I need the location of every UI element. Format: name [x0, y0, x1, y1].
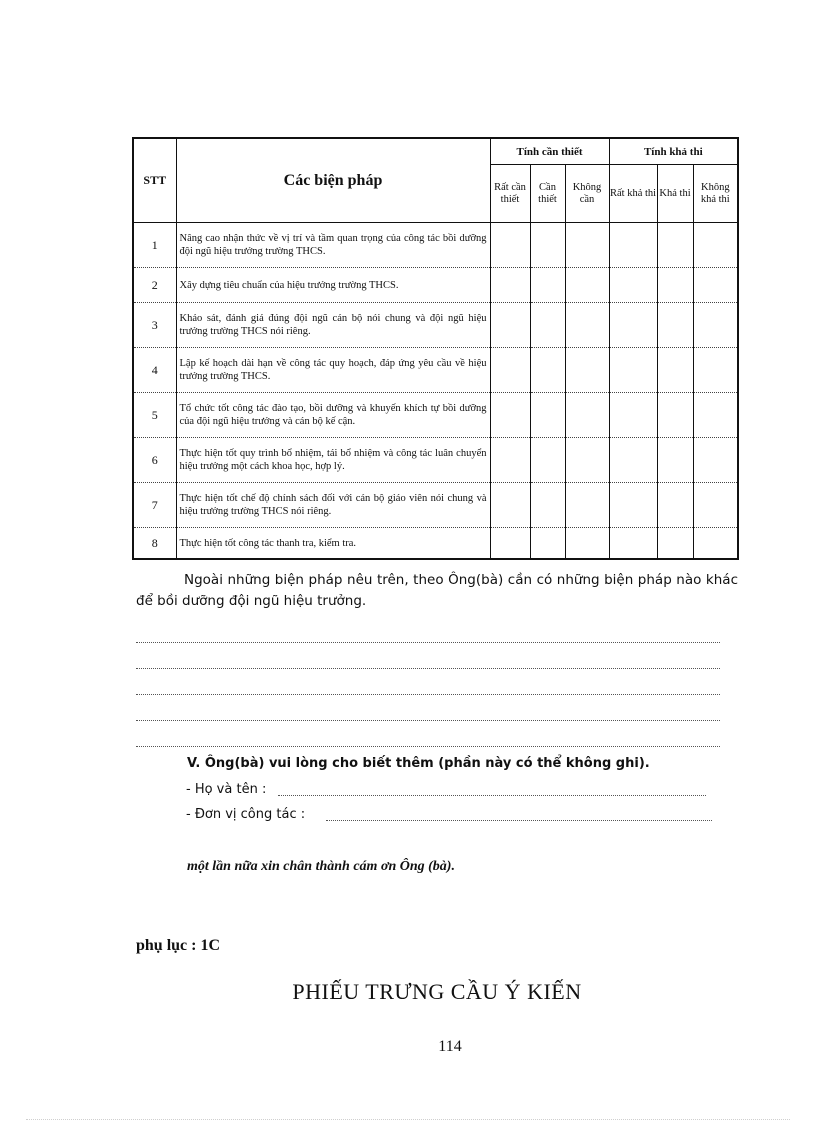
- rating-cell[interactable]: [565, 268, 609, 303]
- rating-cell[interactable]: [657, 223, 693, 268]
- rating-cell[interactable]: [490, 348, 530, 393]
- header-very-necessary: Rất cần thiết: [490, 165, 530, 223]
- header-feasibility: Tính khả thi: [609, 138, 738, 165]
- unit-label: - Đơn vị công tác :: [186, 807, 306, 822]
- rating-cell[interactable]: [693, 393, 738, 438]
- rating-cell[interactable]: [565, 303, 609, 348]
- survey-table: [132, 137, 739, 560]
- section-v-heading: V. Ông(bà) vui lòng cho biết thêm (phần này có thể không ghi).: [187, 756, 650, 771]
- row-number: 5: [133, 393, 176, 438]
- rating-cell[interactable]: [693, 348, 738, 393]
- rating-cell[interactable]: [490, 393, 530, 438]
- rating-cell[interactable]: [693, 528, 738, 560]
- measure-text: Thực hiện tốt công tác thanh tra, kiểm tra.: [176, 528, 490, 560]
- header-measures: Các biện pháp: [176, 138, 490, 223]
- rating-cell[interactable]: [565, 348, 609, 393]
- rating-cell[interactable]: [609, 303, 657, 348]
- rating-cell[interactable]: [565, 438, 609, 483]
- rating-cell[interactable]: [693, 223, 738, 268]
- form-title: PHIẾU TRƯNG CẦU Ý KIẾN: [292, 979, 582, 1004]
- question-paragraph: Ngoài những biện pháp nêu trên, theo Ông(bà) cần có những biện pháp nào khác để bồi dưỡng đội ngũ hiệu trưởng.: [136, 572, 738, 609]
- rating-cell[interactable]: [530, 438, 565, 483]
- row-number: 1: [133, 223, 176, 268]
- name-field: [186, 782, 266, 797]
- rating-cell[interactable]: [490, 223, 530, 268]
- rating-cell[interactable]: [609, 438, 657, 483]
- table-row: [133, 348, 738, 393]
- row-number: 4: [133, 348, 176, 393]
- rating-cell[interactable]: [565, 528, 609, 560]
- rating-cell[interactable]: [565, 393, 609, 438]
- thank-you-note: một lần nữa xin chân thành cám ơn Ông (bà).: [187, 859, 455, 874]
- row-number: 8: [133, 528, 176, 560]
- rating-cell[interactable]: [490, 268, 530, 303]
- header-necessity: Tính cần thiết: [490, 138, 609, 165]
- measure-text: Xây dựng tiêu chuẩn của hiệu trưởng trường THCS.: [176, 268, 490, 303]
- rating-cell[interactable]: [530, 303, 565, 348]
- rating-cell[interactable]: [657, 348, 693, 393]
- rating-cell[interactable]: [609, 393, 657, 438]
- unit-field: [186, 807, 305, 822]
- rating-cell[interactable]: [530, 348, 565, 393]
- rating-cell[interactable]: [693, 268, 738, 303]
- table-row: [133, 393, 738, 438]
- rating-cell[interactable]: [609, 348, 657, 393]
- rating-cell[interactable]: [657, 528, 693, 560]
- answer-line[interactable]: [136, 656, 720, 669]
- header-not-feasible: Không khả thi: [693, 165, 738, 223]
- row-number: 6: [133, 438, 176, 483]
- table-row: [133, 528, 738, 560]
- measure-text: Thực hiện tốt chế độ chính sách đối với cán bộ giáo viên nói chung và hiệu trưởng trường THCS nói riêng.: [176, 483, 490, 528]
- rating-cell[interactable]: [657, 268, 693, 303]
- rating-cell[interactable]: [530, 223, 565, 268]
- row-number: 3: [133, 303, 176, 348]
- table-row: [133, 268, 738, 303]
- rating-cell[interactable]: [490, 303, 530, 348]
- rating-cell[interactable]: [693, 303, 738, 348]
- name-label: - Họ và tên :: [186, 782, 267, 797]
- table-row: [133, 303, 738, 348]
- rating-cell[interactable]: [565, 223, 609, 268]
- rating-cell[interactable]: [530, 393, 565, 438]
- header-necessary: Cần thiết: [530, 165, 565, 223]
- table-row: [133, 438, 738, 483]
- rating-cell[interactable]: [490, 438, 530, 483]
- header-feasible: Khả thi: [657, 165, 693, 223]
- table-row: [133, 483, 738, 528]
- rating-cell[interactable]: [657, 483, 693, 528]
- rating-cell[interactable]: [490, 483, 530, 528]
- rating-cell[interactable]: [693, 483, 738, 528]
- name-input-line[interactable]: [278, 785, 706, 796]
- table-row: [133, 223, 738, 268]
- rating-cell[interactable]: [693, 438, 738, 483]
- appendix-label: phụ lục : 1C: [136, 937, 221, 954]
- row-number: 2: [133, 268, 176, 303]
- rating-cell[interactable]: [609, 223, 657, 268]
- rating-cell[interactable]: [530, 268, 565, 303]
- unit-input-line[interactable]: [326, 810, 712, 821]
- header-very-feasible: Rất khả thi: [609, 165, 657, 223]
- rating-cell[interactable]: [490, 528, 530, 560]
- header-not-necessary: Không cần: [565, 165, 609, 223]
- page-number: 114: [438, 1038, 462, 1055]
- rating-cell[interactable]: [565, 483, 609, 528]
- rating-cell[interactable]: [657, 393, 693, 438]
- rating-cell[interactable]: [609, 528, 657, 560]
- answer-line[interactable]: [136, 734, 720, 747]
- row-number: 7: [133, 483, 176, 528]
- answer-line[interactable]: [136, 682, 720, 695]
- header-stt: STT: [133, 138, 176, 223]
- rating-cell[interactable]: [657, 303, 693, 348]
- measure-text: Khảo sát, đánh giá đúng đội ngũ cán bộ nói chung và đội ngũ hiệu trưởng trường THCS nói riêng.: [176, 303, 490, 348]
- measure-text: Thực hiện tốt quy trình bổ nhiệm, tái bổ nhiệm và công tác luân chuyển hiệu trưởng một cách khoa học, hợp lý.: [176, 438, 490, 483]
- page-bottom-divider: [26, 1119, 790, 1120]
- answer-line[interactable]: [136, 630, 720, 643]
- rating-cell[interactable]: [657, 438, 693, 483]
- rating-cell[interactable]: [609, 483, 657, 528]
- rating-cell[interactable]: [609, 268, 657, 303]
- rating-cell[interactable]: [530, 528, 565, 560]
- measure-text: Tổ chức tốt công tác đào tạo, bồi dưỡng và khuyến khích tự bồi dưỡng của đội ngũ hiệu trưởng và cán bộ kế cận.: [176, 393, 490, 438]
- measure-text: Nâng cao nhận thức về vị trí và tầm quan trọng của công tác bồi dưỡng đội ngũ hiệu trưởng trường THCS.: [176, 223, 490, 268]
- rating-cell[interactable]: [530, 483, 565, 528]
- measure-text: Lập kế hoạch dài hạn về công tác quy hoạch, đáp ứng yêu cầu về hiệu trưởng trường THCS.: [176, 348, 490, 393]
- answer-line[interactable]: [136, 708, 720, 721]
